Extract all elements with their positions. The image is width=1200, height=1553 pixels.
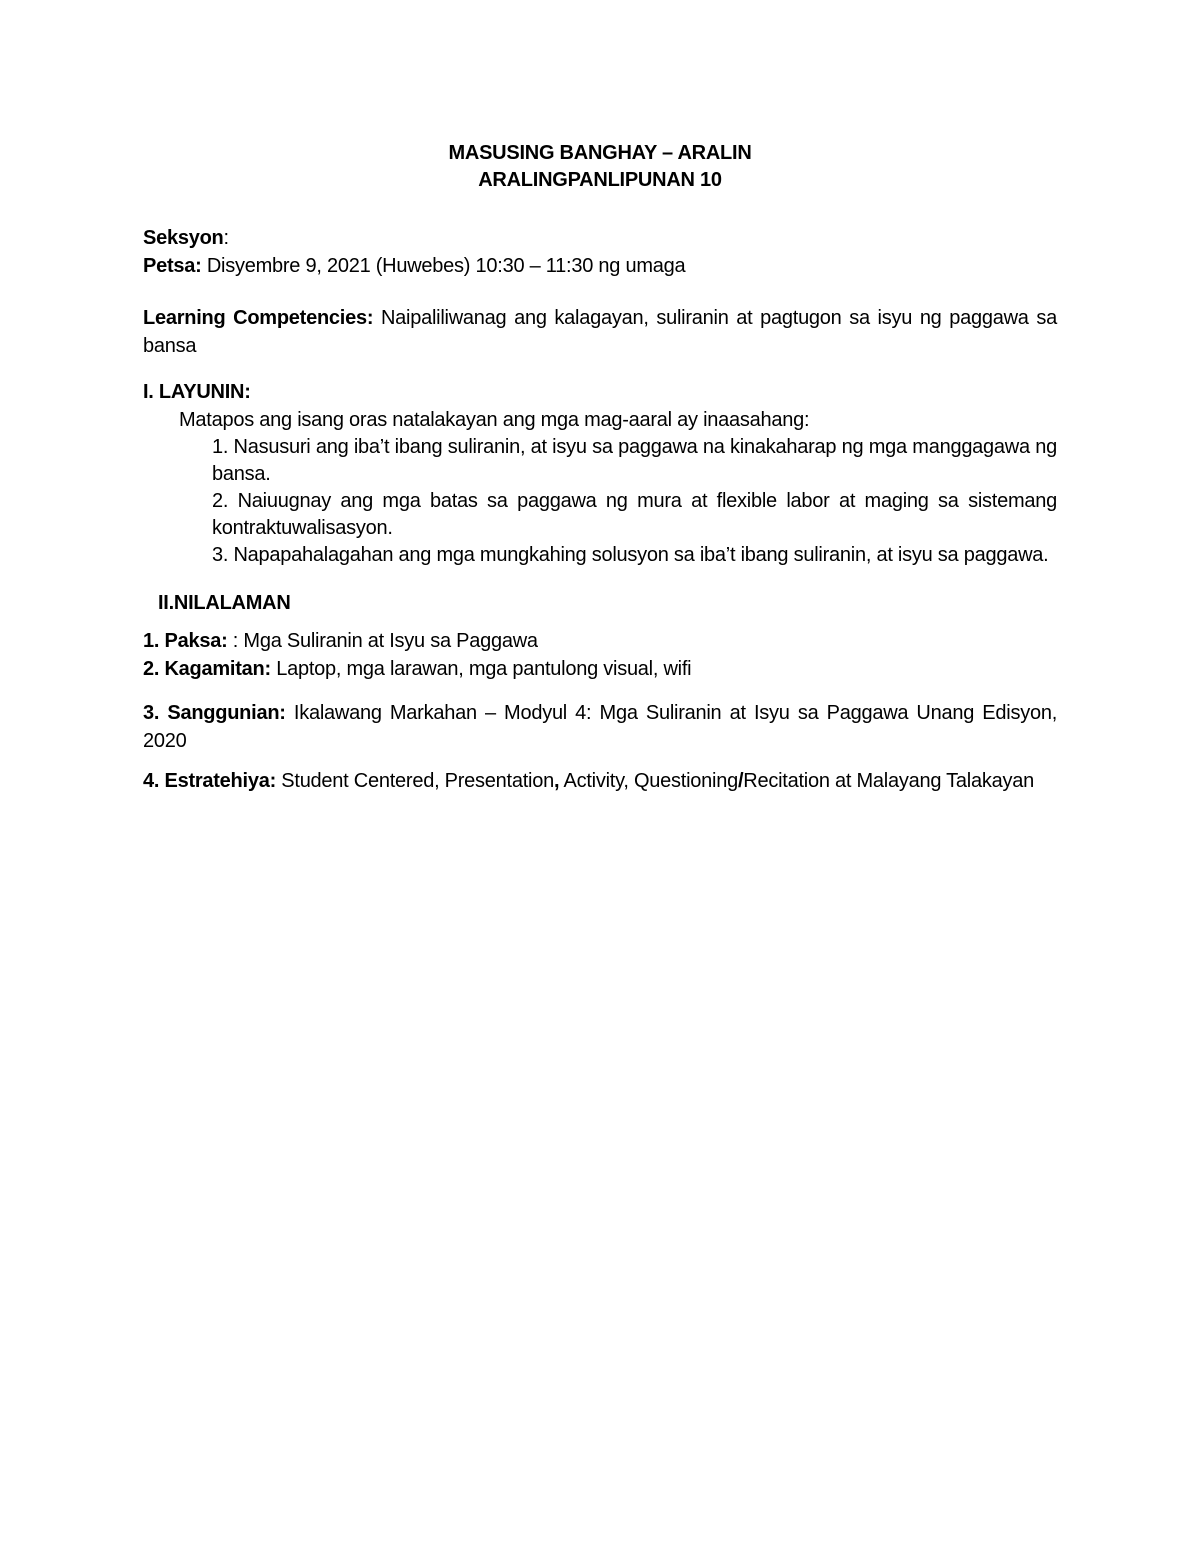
learning-competencies-paragraph [143,304,1057,360]
estratehiya-text-2: Activity, Questioning [559,770,738,792]
estratehiya-bold-comma: , [553,770,560,792]
nilalaman-heading: II.NILALAMAN [158,592,291,614]
kagamitan-label: 2. Kagamitan: [143,658,271,680]
petsa-label: Petsa: [143,255,202,277]
estratehiya-text-3: Recitation at Malayang Talakayan [743,770,1034,792]
paksa-label: 1. Paksa: [143,630,228,652]
layunin-intro: Matapos ang isang oras natalakayan ang mga mag-aaral ay inaasahang: [179,409,810,431]
document-title [143,140,1057,194]
sanggunian-value: Ikalawang Markahan – Modyul 4: Mga Suliranin at Isyu sa Paggawa Unang Edisyon, 2020 [143,702,1058,752]
objective-item-2: 2. Naiuugnay ang mga batas sa paggawa ng mura at flexible labor at maging sa sistemang kontraktuwalisasyon. [212,490,1057,539]
estratehiya-paragraph [143,767,1057,795]
petsa-value: Disyembre 9, 2021 (Huwebes) 10:30 – 11:30 ng umaga [201,255,686,277]
seksyon-line [143,224,1057,252]
petsa-line [143,252,1057,280]
objective-item-1: 1. Nasusuri ang iba’t ibang suliranin, at isyu sa paggawa na kinakaharap ng mga manggagawa ng bansa. [212,436,1057,485]
title-line-1: MASUSING BANGHAY – ARALIN [448,142,752,164]
estratehiya-label: 4. Estratehiya: [143,770,276,792]
learning-competencies-label: Learning Competencies: [143,307,374,329]
kagamitan-line [143,655,1057,683]
objective-item-3: 3. Napapahalagahan ang mga mungkahing solusyon sa iba’t ibang suliranin, at isyu sa paggawa. [212,544,1049,566]
sanggunian-label: 3. Sanggunian: [143,702,286,724]
learning-competencies-text: Naipaliliwanag ang kalagayan, suliranin at pagtugon sa isyu ng paggawa sa bansa [143,307,1057,357]
estratehiya-bold-slash: / [737,770,744,792]
seksyon-value: : [223,227,229,249]
estratehiya-text-1: Student Centered, Presentation [275,770,554,792]
nilalaman-items [143,627,1057,683]
sanggunian-paragraph [143,699,1057,755]
layunin-heading: I. LAYUNIN: [143,381,251,403]
title-line-2: ARALINGPANLIPUNAN 10 [478,169,722,191]
kagamitan-value: Laptop, mga larawan, mga pantulong visual, wifi [270,658,692,680]
objective-list [212,434,1057,569]
paksa-line [143,627,1057,655]
seksyon-label: Seksyon [143,227,224,249]
layunin-section [143,378,1057,569]
paksa-value: : Mga Suliranin at Isyu sa Paggawa [227,630,538,652]
